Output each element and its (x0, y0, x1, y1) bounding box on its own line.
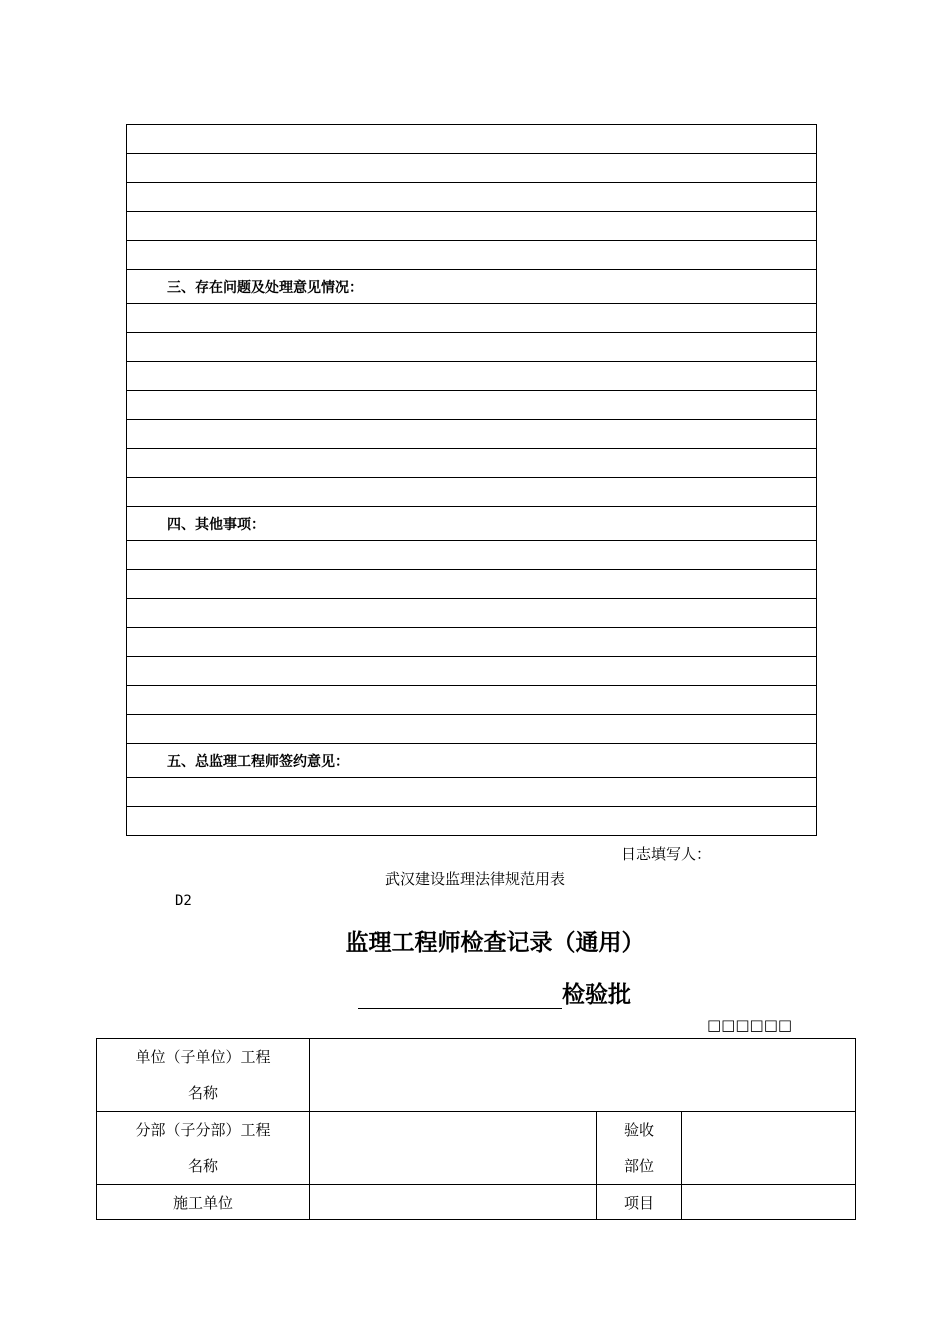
log-blank-row (127, 125, 817, 154)
log-entry-cell[interactable] (127, 333, 817, 362)
item-label: 项目 (597, 1185, 682, 1220)
log-entry-cell[interactable] (127, 541, 817, 570)
construction-unit-value-cell[interactable] (310, 1185, 597, 1220)
log-entry-cell[interactable] (127, 686, 817, 715)
log-entry-cell[interactable] (127, 420, 817, 449)
log-entry-cell[interactable] (127, 478, 817, 507)
sub-project-label: 分部（子分部）工程 名称 (97, 1112, 310, 1185)
log-blank-row (127, 686, 817, 715)
log-entry-cell[interactable] (127, 657, 817, 686)
acceptance-part-label: 验收 部位 (597, 1112, 682, 1185)
log-blank-row (127, 657, 817, 686)
log-blank-row (127, 628, 817, 657)
footer-note: 武汉建设监理法律规范用表 (384, 870, 565, 888)
log-blank-row (127, 599, 817, 628)
log-blank-row (127, 304, 817, 333)
form-title: 监理工程师检查记录（通用） (345, 929, 645, 956)
construction-unit-label: 施工单位 (97, 1185, 310, 1220)
log-entry-cell[interactable] (127, 715, 817, 744)
log-blank-row (127, 715, 817, 744)
log-entry-cell[interactable] (127, 212, 817, 241)
log-entry-cell[interactable] (127, 778, 817, 807)
unit-project-value-cell[interactable] (310, 1039, 856, 1112)
log-entry-cell[interactable] (127, 125, 817, 154)
log-blank-row (127, 807, 817, 836)
log-blank-row (127, 420, 817, 449)
sub-project-value-cell[interactable] (310, 1112, 597, 1185)
log-entry-cell[interactable] (127, 628, 817, 657)
log-blank-row (127, 241, 817, 270)
log-blank-row (127, 449, 817, 478)
log-entry-cell[interactable] (127, 807, 817, 836)
log-entry-cell[interactable] (127, 449, 817, 478)
log-entry-cell[interactable] (127, 154, 817, 183)
log-entry-cell[interactable] (127, 570, 817, 599)
log-entry-cell[interactable] (127, 304, 817, 333)
log-entry-cell[interactable] (127, 362, 817, 391)
log-blank-row (127, 541, 817, 570)
form-subtitle-suffix: 检验批 (562, 981, 631, 1008)
acceptance-part-value-cell[interactable] (682, 1112, 856, 1185)
log-entry-cell[interactable] (127, 599, 817, 628)
log-section-title: 五、总监理工程师签约意见： (127, 744, 817, 778)
log-blank-row (127, 154, 817, 183)
log-blank-row (127, 570, 817, 599)
log-blank-row (127, 362, 817, 391)
log-entry-cell[interactable] (127, 391, 817, 420)
log-blank-row (127, 478, 817, 507)
log-blank-row (127, 183, 817, 212)
form-code: D2 (175, 893, 192, 909)
log-blank-row (127, 391, 817, 420)
log-blank-row (127, 333, 817, 362)
supervision-log-table (126, 124, 817, 836)
log-section-header-row (127, 507, 817, 541)
unit-project-label: 单位（子单位）工程 名称 (97, 1039, 310, 1112)
log-section-header-row (127, 744, 817, 778)
log-section-title: 三、存在问题及处理意见情况： (127, 270, 817, 304)
log-entry-cell[interactable] (127, 241, 817, 270)
record-number-boxes[interactable]: □□□□□□ (707, 1016, 793, 1034)
inspection-lot-name-blank[interactable] (358, 984, 562, 1009)
log-section-title: 四、其他事项： (127, 507, 817, 541)
log-entry-cell[interactable] (127, 183, 817, 212)
log-blank-row (127, 212, 817, 241)
form-subtitle (358, 976, 631, 1009)
log-section-header-row (127, 270, 817, 304)
item-value-cell[interactable] (682, 1185, 856, 1220)
inspection-record-table (96, 1038, 856, 1220)
log-blank-row (127, 778, 817, 807)
log-filler-label: 日志填写人： (621, 845, 712, 863)
